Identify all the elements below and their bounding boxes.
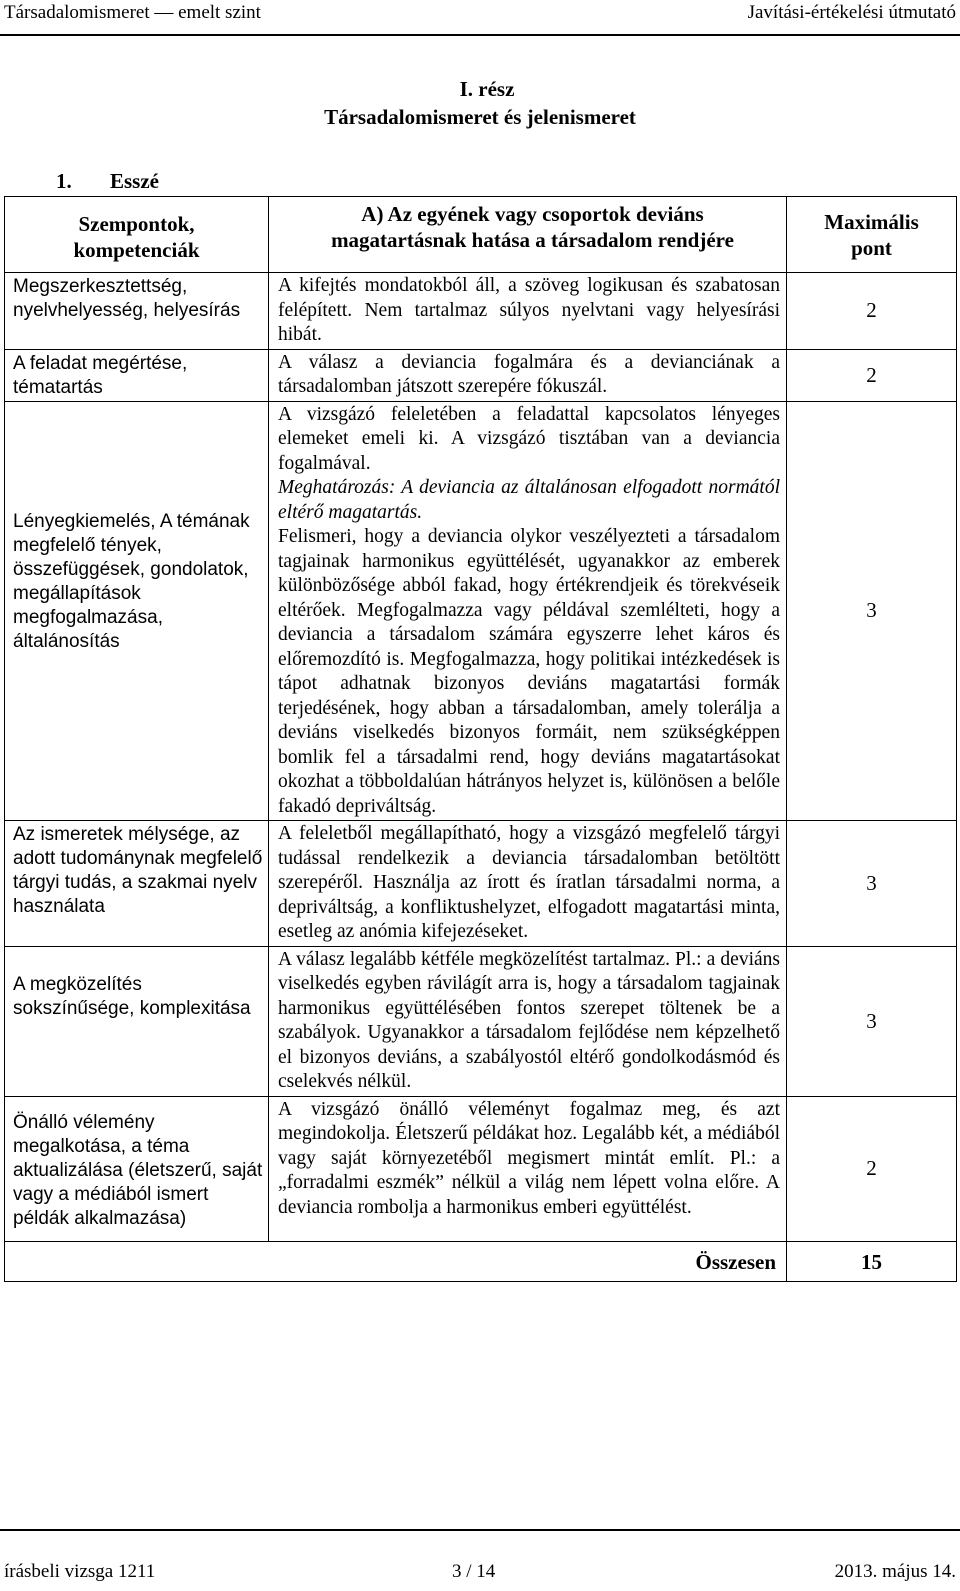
total-label: Összesen (5, 1241, 787, 1281)
essay-heading (56, 169, 159, 194)
topic-header: A) Az egyének vagy csoportok deviáns magatartásnak hatása a társadalom rendjére (269, 197, 787, 273)
scoring-table (4, 196, 957, 1282)
points-cell: 2 (787, 273, 957, 350)
part-title: I. rész (459, 77, 515, 101)
header-left: Társadalomismeret — emelt szint (4, 2, 261, 23)
criterion-cell: A megközelítés sokszínűsége, komplexitása (5, 946, 269, 1096)
header-divider (0, 34, 960, 36)
criteria-header: Szempontok, kompetenciák (5, 197, 269, 273)
points-cell: 2 (787, 349, 957, 401)
table-header-row (5, 197, 957, 273)
criterion-cell: Önálló vélemény megalkotása, a téma aktualizálása (életszerű, saját vagy a médiából ismert példák alkalmazása) (5, 1096, 269, 1241)
points-cell: 2 (787, 1096, 957, 1241)
criterion-cell: Lényegkiemelés, A témának megfelelő tények, összefüggések, gondolatok, megállapítások megfogalmazása, általánosítás (5, 401, 269, 821)
part-heading (0, 75, 960, 131)
header-right: Javítási-értékelési útmutató (747, 2, 956, 23)
definition-paragraph: Meghatározás: A deviancia az általánosan elfogadott normától eltérő magatartás. (278, 477, 780, 523)
total-row (5, 1241, 957, 1281)
table-row (5, 273, 957, 350)
description-cell (269, 273, 787, 350)
footer-date: 2013. május 14. (834, 1561, 956, 1582)
description-paragraph: A vizsgázó feleletében a feladattal kapcsolatos lényeges elemeket emeli ki. A vizsgázó tisztában van a deviancia fogalmával. (278, 403, 780, 474)
total-value: 15 (787, 1241, 957, 1281)
description-paragraph: A vizsgázó önálló véleményt fogalmaz meg, és azt megindokolja. Életszerű példákat hoz. Legalább két, a médiából vagy saját környezetéből megismert mintát említ. Pl.: a „forradalmi eszmék” nélkül a világ nem lépett volna előre. A deviancia rombolja a harmonikus emberi együttélést. (278, 1098, 780, 1218)
points-cell: 3 (787, 401, 957, 821)
description-cell (269, 401, 787, 821)
description-paragraph: A válasz a deviancia fogalmára és a devianciának a társadalomban játszott szerepére fókuszál. (278, 351, 780, 397)
max-points-header: Maximális pont (787, 197, 957, 273)
description-cell (269, 1096, 787, 1241)
part-subtitle: Társadalomismeret és jelenismeret (324, 105, 636, 129)
points-cell: 3 (787, 821, 957, 947)
criterion-cell: Megszerkesztettség, nyelvhelyesség, helyesírás (5, 273, 269, 350)
table-row (5, 349, 957, 401)
criterion-cell: Az ismeretek mélysége, az adott tudománynak megfelelő tárgyi tudás, a szakmai nyelv használata (5, 821, 269, 947)
page-header (0, 2, 960, 28)
footer-divider (0, 1529, 960, 1531)
description-cell (269, 821, 787, 947)
essay-title: Esszé (110, 169, 159, 193)
footer-left: írásbeli vizsga 1211 (4, 1561, 156, 1582)
description-cell (269, 349, 787, 401)
table-row (5, 821, 957, 947)
description-cell (269, 946, 787, 1096)
description-paragraph: A válasz legalább kétféle megközelítést tartalmaz. Pl.: a deviáns viselkedés egyben rávilágít arra is, hogy a társadalom tagjainak harmonikus együttélésében fontos szerepet töltenek be a szabályok. Ugyanakkor a társadalom fejlődése nem képzelhető el bizonyos deviáns, a szabályostól eltérő gondolkodásmód és cselekvés nélkül. (278, 948, 780, 1092)
criterion-cell: A feladat megértése, tématartás (5, 349, 269, 401)
page-number: 3 / 14 (452, 1561, 496, 1582)
description-paragraph: A feleletből megállapítható, hogy a vizsgázó megfelelő tárgyi tudással rendelkezik a deviancia társadalomban betöltött szerepéről. Használja az írott és íratlan társadalmi norma, a depriváltság, a konfliktushelyzet, elfogadott magatartási minta, esetleg az anómia kifejezéseket. (278, 823, 780, 942)
table-row (5, 946, 957, 1096)
description-paragraph: Felismeri, hogy a deviancia olykor veszélyezteti a társadalom tagjainak harmonikus együttélését, ugyanakkor az emberek különbözősége abból fakad, hogy értékrendjeik és törekvéseik eltérőek. Megfogalmazza vagy példával szemlélteti, hogy a deviancia a társadalom számára egyszerre lehet káros és előremozdító is. Megfogalmazza, hogy politikai intézkedések is tápot adhatnak bizonyos deviáns magatartási formák terjedésének, hogy abban a társadalomban, amely tolerálja a deviáns viselkedés bizonyos formáit, nem szükségképpen bomlik fel a társadalmi rend, hogy deviáns magatartásokat okozhat a többoldalúan hátrányos helyzet is, különösen a belőle fakadó depriváltság. (278, 526, 780, 817)
table-row (5, 1096, 957, 1241)
description-paragraph: A kifejtés mondatokból áll, a szöveg logikusan és szabatosan felépített. Nem tartalmaz súlyos nyelvtani vagy helyesírási hibát. (278, 275, 780, 345)
essay-number: 1. (56, 169, 72, 193)
points-cell: 3 (787, 946, 957, 1096)
table-row (5, 401, 957, 821)
